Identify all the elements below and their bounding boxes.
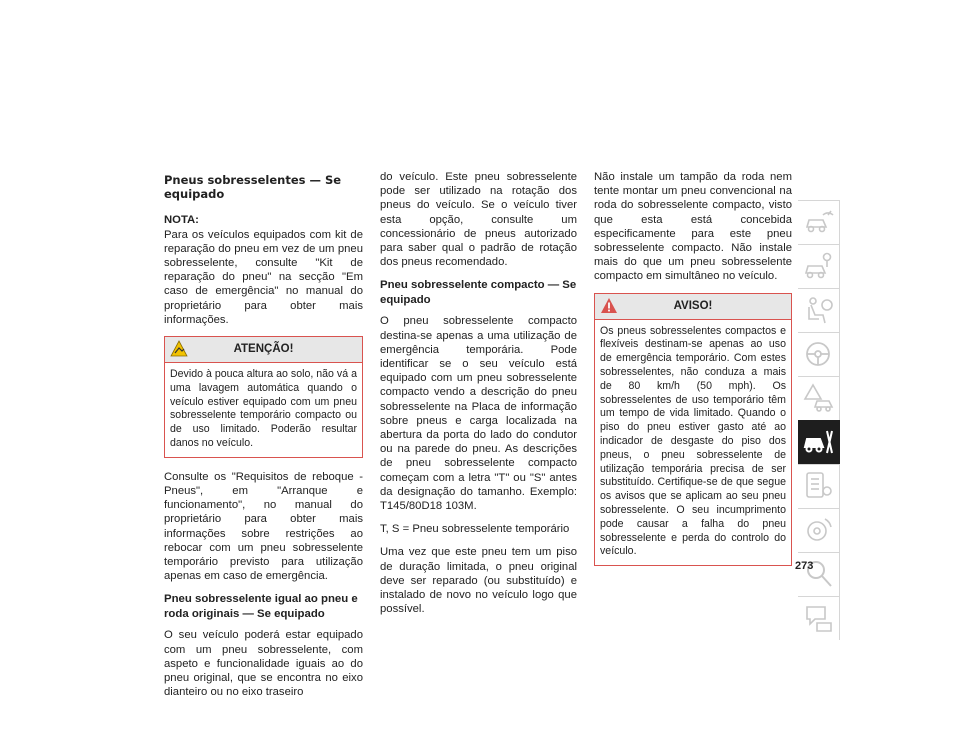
warning-triangle-car-icon [803,381,835,415]
paragraph: Consulte os "Requisitos de reboque - Pneus", em "Arranque e funcionamento", no manual do proprietário para obter mais informações sobre restrições ao rebocar com um pneu sobresselente temporário previsto para utilização apenas em caso de emergência. [164,470,363,583]
column-3 [594,170,792,578]
paragraph: O seu veículo poderá estar equipado com um pneu sobresselente, com aspeto e funcionalidade iguais ao do pneu original, que se encontra no eixo dianteiro ou no eixo traseiro [164,629,363,699]
note-text: Para os veículos equipados com kit de reparação do pneu em vez de um pneu sobresselente, consulte "Kit de reparação do pneu" na secção "Em caso de emergência" no manual do proprietário para obter mais informações. [164,228,363,326]
warning-box-title: AVISO! [673,299,713,312]
car-key-icon [803,249,835,283]
maintenance-list-icon [803,469,835,503]
warning-box-title: ATENÇÃO! [233,343,294,356]
chapter-tab-1[interactable] [798,200,840,244]
note [164,213,363,327]
paragraph: Não instale um tampão da roda nem tente montar um pneu convencional na roda do sobresselente compacto, visto que esta está concebida especificamente para este pneu sobresselente compacto. Não instale mais do que um pneu sobresselente compacto em simultâneo no veículo. [594,171,792,283]
warning-box-text: Os pneus sobresselentes compactos e flexíveis destinam-se apenas ao uso de emergência temporário. Com estes sobresselentes, não conduza a mais de 80 km/h (50 mph). Os sobresselentes de uso temporário têm um tempo de vida limitado. Quando o piso do pneu estiver gasto até ao indicador de desgaste do piso dos pneus, o pneu sobresselente de utilização temporária precisa de ser substituído. Certifique-se de que segue os avisos que se aplicam ao seu pneu sobresselente. O seu incumprimento pode causar a falha do pneu sobresselente e perda do controlo do veículo. [600,324,786,558]
column-1 [164,170,363,708]
chapter-tab-4[interactable] [798,332,840,376]
language-icon [803,601,835,635]
paragraph: Uma vez que este pneu tem um piso de duração limitada, o pneu original deve ser reparado (ou substituído) e instalado de novo no veículo logo que possível. [380,546,577,616]
column-2 [380,170,577,625]
chapter-tabs [798,200,840,640]
paragraph: O pneu sobresselente compacto destina-se apenas a uma utilização de emergência temporária. Pode identificar se o seu veículo está equipado com um pneu sobresselente compacto vendo a descrição do pneu sobresselente na Placa de informação sobre pneus e carga localizada na abertura da porta do lado do condutor ou na parede do pneu. As descrições de pneu sobresselente compacto começam com a letra "T" ou "S" antes da designação do tamanho. Exemplo: T145/80D18 103M. [380,315,577,513]
chapter-tab-3[interactable] [798,288,840,332]
chapter-tab-2[interactable] [798,244,840,288]
paragraph: T, S = Pneu sobresselente temporário [380,523,570,536]
subheading: Pneu sobresselente compacto — Se equipado [380,279,577,307]
car-tools-icon [803,425,835,459]
chapter-tab-7[interactable] [798,464,840,508]
airbag-seat-icon [803,293,835,327]
multimedia-icon [803,513,835,547]
chapter-tab-10[interactable] [798,596,840,640]
warning-box-text: Devido à pouca altura ao solo, não vá a uma lavagem automática quando o veículo estiver equipado com um pneu sobresselente temporário compacto ou de uso limitado. Poderão resultar danos no veículo. [170,368,357,450]
chapter-tab-9[interactable] [798,552,840,596]
chapter-tab-8[interactable] [798,508,840,552]
warning-box-atencao [164,336,363,458]
warning-box-header [595,294,791,320]
note-label: NOTA: [164,214,199,227]
warning-box-header [165,337,362,363]
chapter-tab-6[interactable] [798,420,840,464]
warning-box-aviso [594,293,792,567]
page-number: 273 [795,560,814,572]
paragraph: do veículo. Este pneu sobresselente pode ser utilizado na rotação dos pneus do veículo. Se o veículo tiver esta opção, consulte um concessionário de pneus autorizado para saber qual o padrão de rotação dos pneus recomendado. [380,171,577,269]
subheading: Pneu sobresselente igual ao pneu e roda originais — Se equipado [164,593,358,621]
car-gauge-icon [803,205,835,239]
steering-wheel-icon [803,337,835,371]
section-title: Pneus sobresselentes — Se equipado [164,173,342,202]
chapter-tab-5[interactable] [798,376,840,420]
